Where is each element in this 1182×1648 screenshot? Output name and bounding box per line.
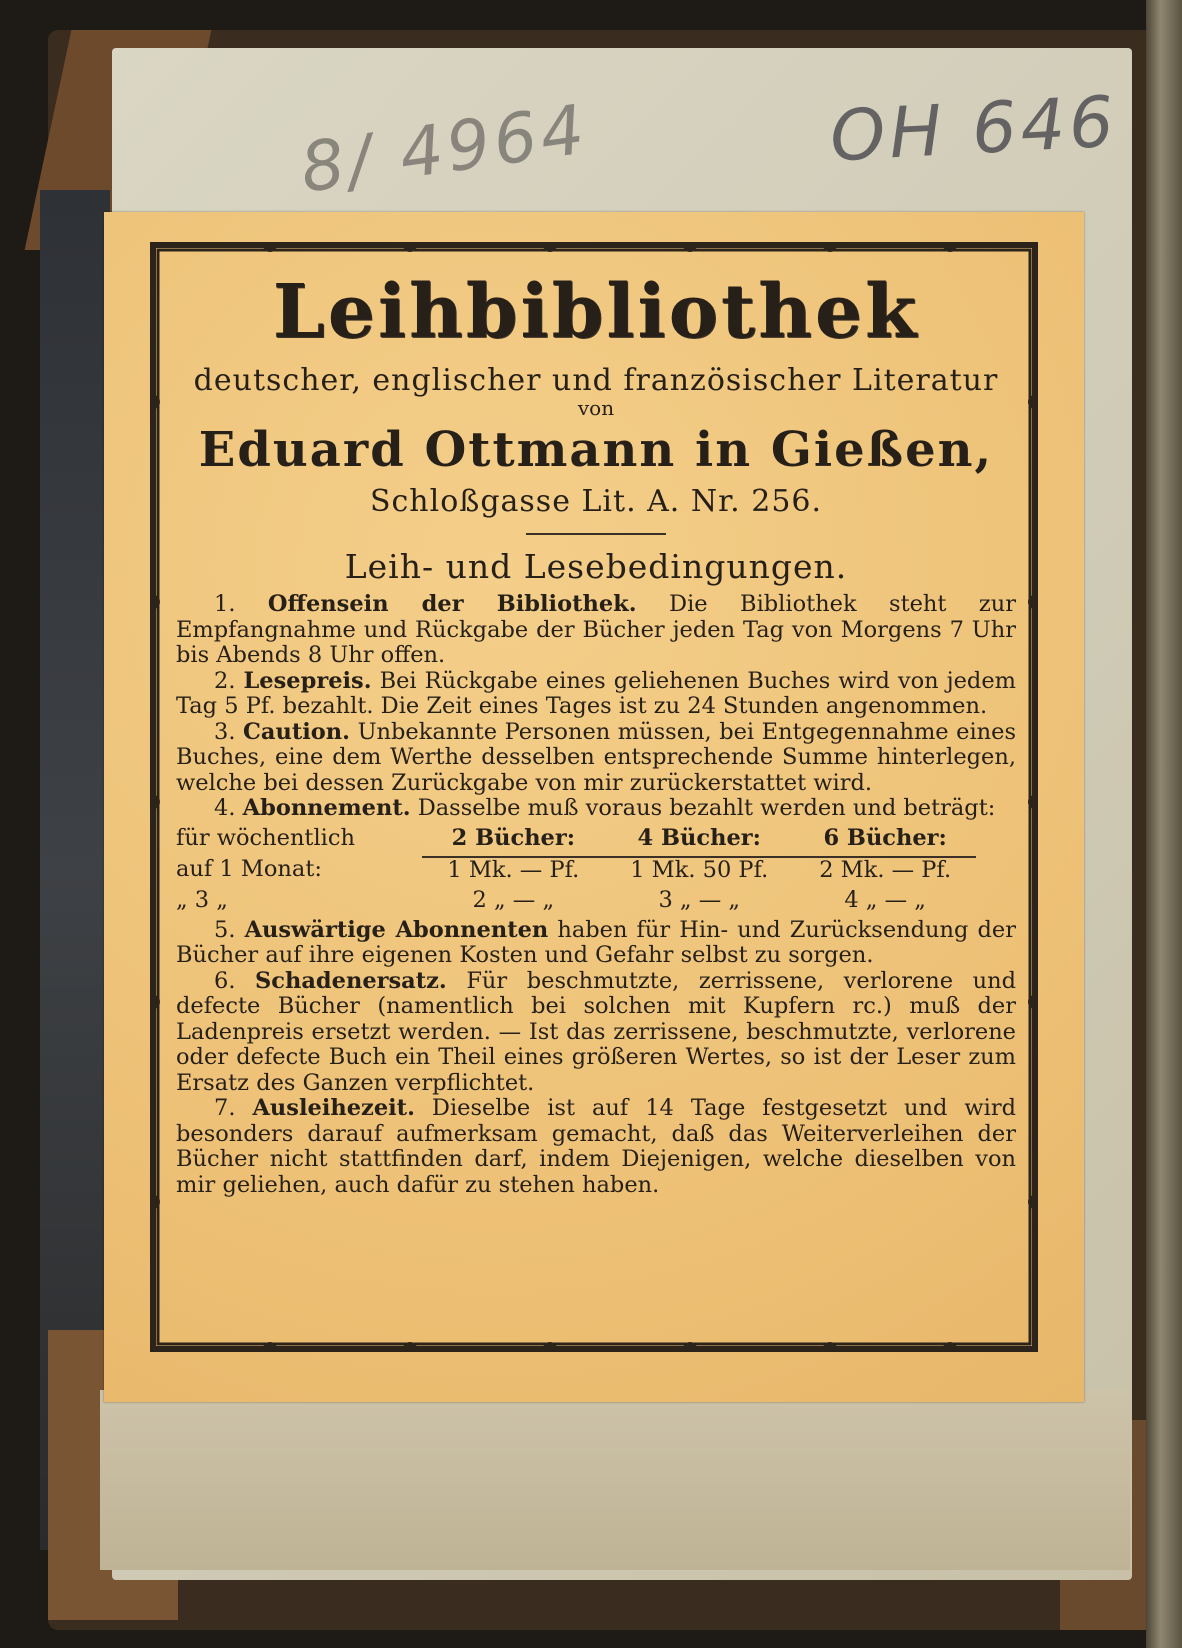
condition-item bbox=[176, 592, 1016, 669]
condition-text: Bei Rückgabe eines geliehenen Buches wird von jedem Tag 5 Pf. bezahlt. Die Zeit eines Tages ist zu 24 Stunden angenommen. bbox=[176, 667, 1016, 719]
condition-number: 2. bbox=[214, 667, 236, 694]
library-label bbox=[104, 212, 1084, 1402]
table-row bbox=[176, 888, 976, 918]
condition-number: 7. bbox=[214, 1095, 236, 1121]
table-cell: 2 „ — „ bbox=[472, 886, 555, 913]
abonnement-table bbox=[176, 826, 976, 918]
table-column-header: 4 Bücher: bbox=[604, 826, 794, 857]
table-column-header: 6 Bücher: bbox=[794, 826, 976, 857]
table-cell: 3 „ — „ bbox=[658, 886, 741, 913]
condition-title: Schadenersatz. bbox=[255, 967, 447, 994]
condition-number: 3. bbox=[214, 718, 236, 745]
condition-text: Für beschmutzte, zerrissene, verlorene und defecte Bücher (namentlich bei solchen mit Kupfern rc.) muß der Ladenpreis ersetzt werden. — Ist das zerrissene, beschmutzte, verlorene oder defecte Buch ein Theil eines größeren Wertes, so ist der Leser zum Ersatz des Ganzen verpflichtet. bbox=[176, 967, 1017, 1096]
label-subtitle: deutscher, englischer und französischer Literatur bbox=[193, 363, 999, 398]
label-address: Schloßgasse Lit. A. Nr. 256. bbox=[369, 484, 823, 519]
condition-number: 4. bbox=[214, 795, 236, 821]
table-row-label: „ 3 „ bbox=[176, 886, 228, 913]
label-text bbox=[176, 267, 1016, 1198]
table-cell: 1 Mk. 50 Pf. bbox=[630, 856, 769, 883]
table-column-header: 2 Bücher: bbox=[422, 826, 604, 857]
conditions-heading: Leih- und Lesebedingungen. bbox=[344, 547, 848, 586]
condition-title: Caution. bbox=[243, 718, 351, 745]
table-header-row bbox=[176, 826, 976, 857]
condition-item bbox=[176, 669, 1016, 720]
table-cell: 1 Mk. — Pf. bbox=[447, 856, 580, 883]
condition-item bbox=[176, 969, 1016, 1097]
condition-title: Abonnement. bbox=[242, 795, 411, 821]
condition-text: Dasselbe muß voraus bezahlt werden und beträgt: bbox=[417, 795, 996, 821]
condition-number: 5. bbox=[214, 916, 236, 943]
condition-number: 6. bbox=[214, 967, 236, 994]
condition-text: Dieselbe ist auf 14 Tage festgesetzt und wird besonders darauf aufmerksam gemacht, daß das Weiterverleihen der Bücher nicht stattfinden darf, indem Diejenigen, welche dieselben von mir geliehen, auch dafür zu stehen haben. bbox=[176, 1095, 1016, 1198]
condition-text: Die Bibliothek steht zur Empfangnahme und Rückgabe der Bücher jeden Tag von Morgens 7 Uhr bis Abends 8 Uhr offen. bbox=[176, 591, 1017, 668]
condition-title: Ausleihezeit. bbox=[252, 1095, 415, 1121]
table-row-label: für wöchentlich bbox=[176, 824, 355, 851]
condition-text: Unbekannte Personen müssen, bei Entgegennahme eines Buches, eine dem Werthe desselben entsprechende Summe hinterlegen, welche bei dessen Zurückgabe von mir zurückerstattet wird. bbox=[176, 718, 1017, 796]
table-cell: 2 Mk. — Pf. bbox=[819, 856, 952, 883]
condition-item bbox=[176, 918, 1016, 969]
condition-item bbox=[176, 1096, 1016, 1198]
condition-number: 1. bbox=[214, 591, 236, 617]
book-spine bbox=[1146, 0, 1182, 1648]
label-by: von bbox=[577, 396, 615, 420]
pastedown-paper-lower bbox=[100, 1390, 1130, 1570]
divider bbox=[526, 533, 666, 535]
conditions-list bbox=[176, 592, 1016, 1198]
table-cell: 4 „ — „ bbox=[844, 886, 926, 913]
condition-title: Lesepreis. bbox=[243, 667, 372, 694]
table-row-label: auf 1 Monat: bbox=[176, 855, 322, 882]
condition-text: haben für Hin- und Zurücksendung der Bücher auf ihre eigenen Kosten und Gefahr selbst zu sorgen. bbox=[176, 916, 1017, 968]
shelfmark-right: OH 646 bbox=[828, 80, 1120, 178]
condition-title: Auswärtige Abonnenten bbox=[244, 916, 549, 943]
condition-item bbox=[176, 720, 1016, 797]
label-owner: Eduard Ottmann in Gießen, bbox=[198, 422, 994, 478]
condition-item bbox=[176, 796, 1016, 822]
table-row bbox=[176, 857, 976, 888]
condition-title: Offensein der Bibliothek. bbox=[267, 591, 637, 617]
label-title: Leihbibliothek bbox=[272, 269, 920, 355]
shelfmark-left: 8/ 4964 bbox=[295, 90, 593, 209]
